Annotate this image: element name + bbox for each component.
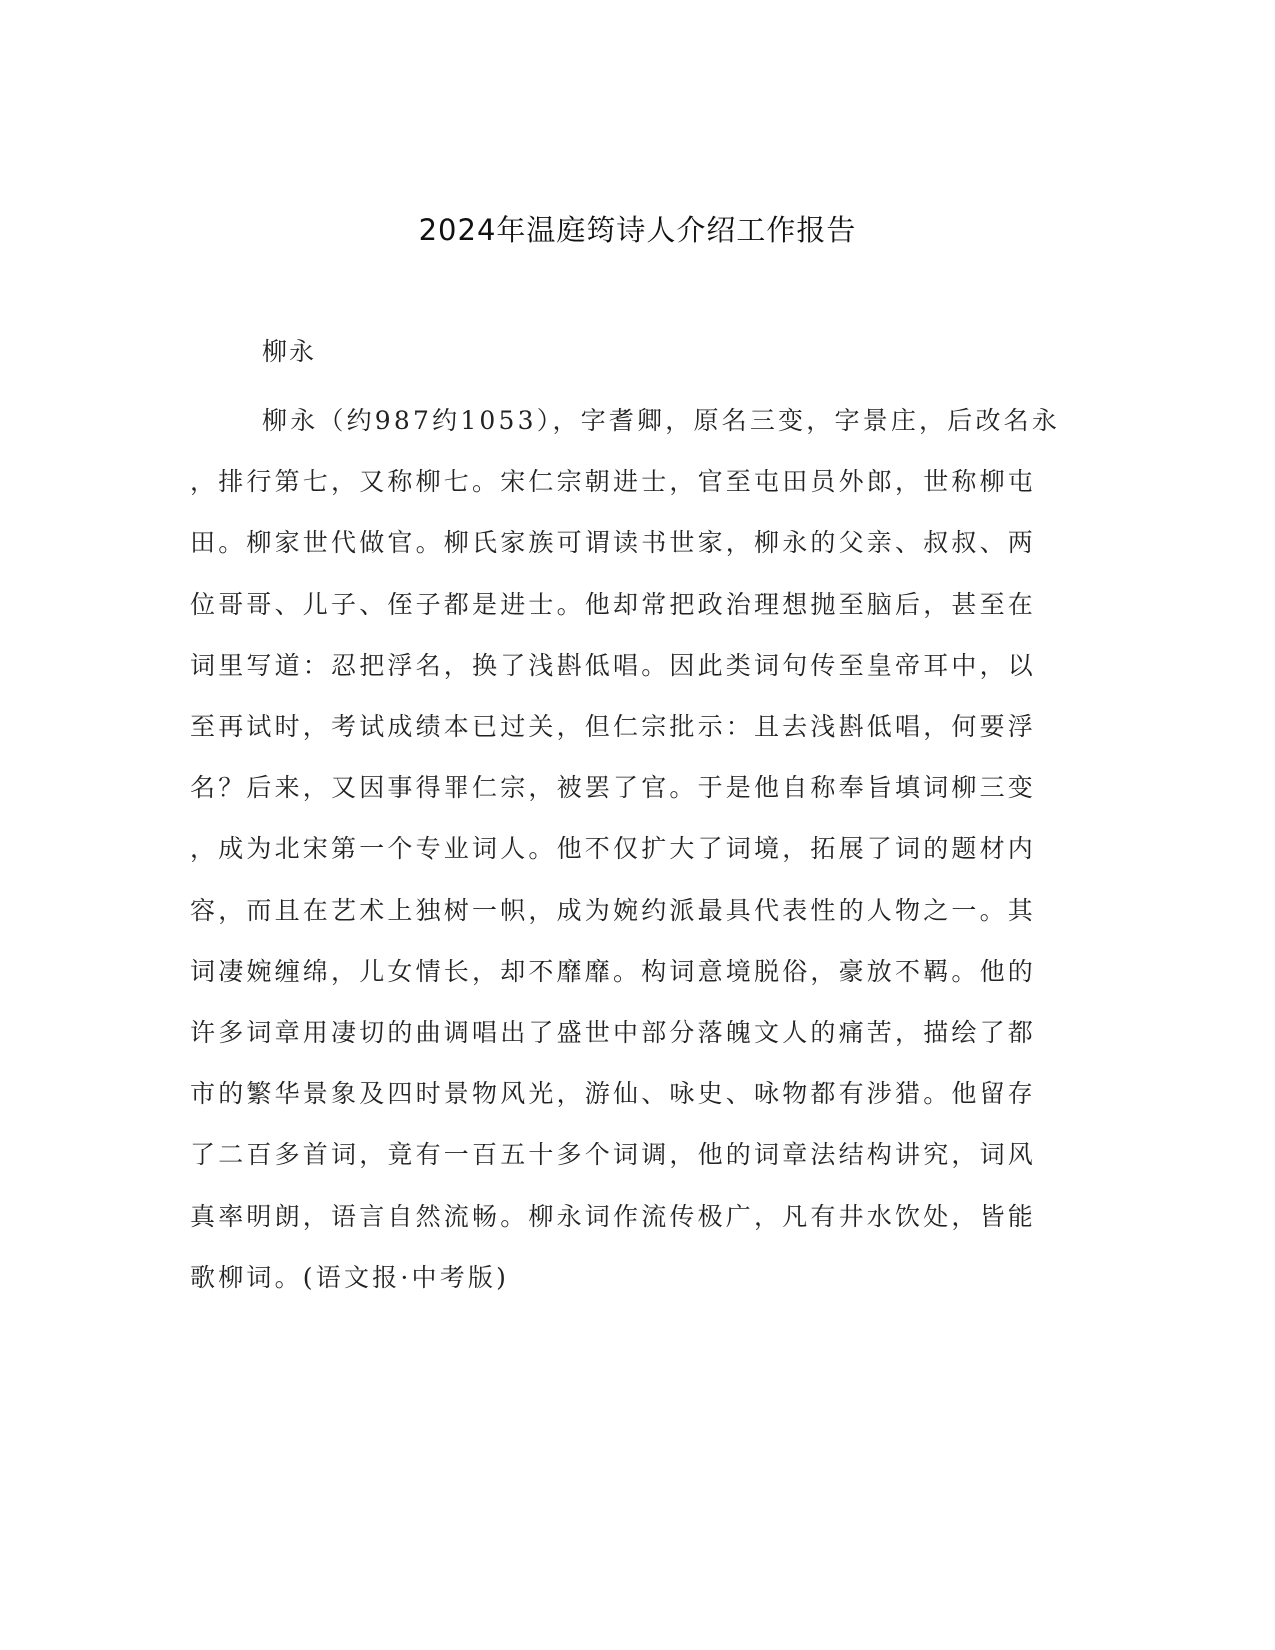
paragraph-line: ，成为北宋第一个专业词人。他不仅扩大了词境，拓展了词的题材内 (190, 834, 1037, 864)
paragraph-line: 容，而且在艺术上独树一帜，成为婉约派最具代表性的人物之一。其 (190, 895, 1037, 925)
paragraph-line: 至再试时，考试成绩本已过关，但仁宗批示：且去浅斟低唱，何要浮 (190, 712, 1037, 742)
paragraph-line: 词里写道：忍把浮名，换了浅斟低唱。因此类词句传至皇帝耳中，以 (190, 650, 1037, 680)
author-name: 柳永 (262, 337, 317, 366)
paragraph-line: 位哥哥、儿子、侄子都是进士。他却常把政治理想抛至脑后，甚至在 (190, 589, 1037, 619)
paragraph-line: 柳永（约987约1053），字耆卿，原名三变，字景庄，后改名永 (262, 406, 1061, 435)
paragraph-line: 真率明朗，语言自然流畅。柳永词作流传极广，凡有井水饮处，皆能 (190, 1201, 1037, 1231)
paragraph-line: 了二百多首词，竟有一百五十多个词调，他的词章法结构讲究，词风 (190, 1140, 1037, 1170)
paragraph-line: 市的繁华景象及四时景物风光，游仙、咏史、咏物都有涉猎。他留存 (190, 1079, 1037, 1109)
paragraph-line: 词凄婉缠绵，儿女情长，却不靡靡。构词意境脱俗，豪放不羁。他的 (190, 956, 1037, 986)
paragraph-line: 名？后来，又因事得罪仁宗，被罢了官。于是他自称奉旨填词柳三变 (190, 773, 1037, 803)
document-title: 2024年温庭筠诗人介绍工作报告 (418, 213, 857, 247)
paragraph-line: ，排行第七，又称柳七。宋仁宗朝进士，官至屯田员外郎，世称柳屯 (190, 467, 1037, 497)
paragraph-line: 田。柳家世代做官。柳氏家族可谓读书世家，柳永的父亲、叔叔、两 (190, 528, 1037, 558)
paragraph-line: 许多词章用凄切的曲调唱出了盛世中部分落魄文人的痛苦，描绘了都 (190, 1018, 1037, 1048)
body-paragraph (190, 390, 1070, 1308)
paragraph-line: 歌柳词。(语文报·中考版) (190, 1262, 510, 1292)
